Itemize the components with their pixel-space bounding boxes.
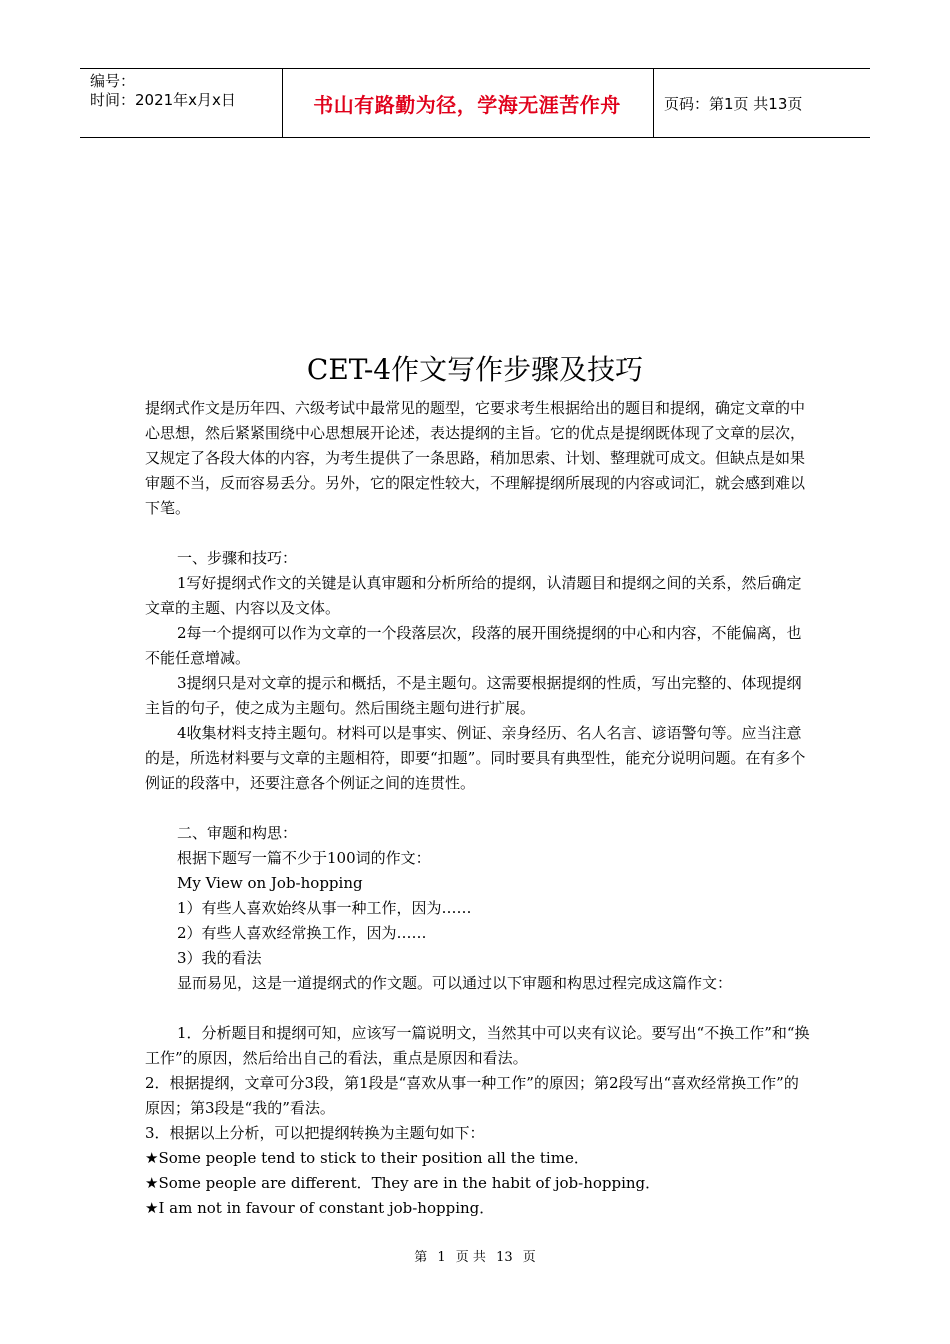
page-footer — [0, 1246, 950, 1265]
blank-line — [145, 996, 810, 1021]
number-label: 编号： — [90, 72, 136, 90]
step-4-paragraph: 4收集材料支持主题句。材料可以是事实、例证、亲身经历、名人名言、谚语警句等。应当注意的是，所选材料要与文章的主题相符，即要“扣题”。同时要具有典型性，能充分说明问题。在有多个例证的段落中，还要注意各个例证之间的连贯性。 — [145, 724, 806, 792]
document-body — [145, 396, 810, 1221]
analysis-point-2: 2．根据提纲，文章可分3段，第1段是“喜欢从事一种工作”的原因；第2段写出“喜欢经常换工作”的原因；第3段是“我的”看法。 — [145, 1074, 799, 1117]
motto-text: 书山有路勤为径，学海无涯苦作舟 — [313, 92, 621, 117]
time-label: 时间：2021年x月x日 — [90, 91, 236, 109]
outline-item-3: 3）我的看法 — [177, 949, 262, 967]
section-heading-analysis: 二、审题和构思： — [177, 824, 298, 842]
footer-middle: 页 共 — [455, 1250, 486, 1265]
topic-sentence-1: ★Some people tend to stick to their position all the time． — [145, 1149, 589, 1167]
step-3-paragraph: 3提纲只是对文章的提示和概括，不是主题句。这需要根据提纲的性质，写出完整的、体现提纲主旨的句子，使之成为主题句。然后围绕主题句进行扩展。 — [145, 674, 802, 717]
analysis-point-3: 3．根据以上分析，可以把提纲转换为主题句如下： — [145, 1124, 485, 1142]
footer-suffix: 页 — [522, 1250, 536, 1265]
footer-total-pages: 13 — [496, 1250, 513, 1265]
analysis-point-1: 1．分析题目和提纲可知，应该写一篇说明文，当然其中可以夹有议论。要写出“不换工作”和“换工作”的原因，然后给出自己的看法，重点是原因和看法。 — [145, 1024, 810, 1067]
header-page-info — [654, 69, 870, 137]
prompt-instruction: 根据下题写一篇不少于100词的作文： — [177, 849, 431, 867]
page-info-text: 页码：第1页 共13页 — [664, 94, 803, 113]
header-motto-cell — [282, 69, 654, 137]
document-title: CET-4作文写作步骤及技巧 — [306, 353, 644, 386]
blank-line — [145, 796, 810, 821]
section-heading-steps: 一、步骤和技巧： — [177, 549, 298, 567]
document-header — [80, 68, 870, 138]
topic-sentence-2: ★Some people are different．They are in the habit of job-hopping． — [145, 1174, 661, 1192]
analysis-intro: 显而易见，这是一道提纲式的作文题。可以通过以下审题和构思过程完成这篇作文： — [177, 974, 733, 992]
intro-paragraph: 提纲式作文是历年四、六级考试中最常见的题型，它要求考生根据给出的题目和提纲，确定文章的中心思想，然后紧紧围绕中心思想展开论述，表达提纲的主旨。它的优点是提纲既体现了文章的层次，又规定了各段大体的内容，为考生提供了一条思路，稍加思索、计划、整理就可成文。但缺点是如果审题不当，反而容易丢分。另外，它的限定性较大，不理解提纲所展现的内容或词汇，就会感到难以下笔。 — [145, 399, 806, 517]
header-meta — [80, 69, 282, 137]
step-1-paragraph: 1写好提纲式作文的关键是认真审题和分析所给的提纲，认清题目和提纲之间的关系，然后确定文章的主题、内容以及文体。 — [145, 574, 802, 617]
blank-line — [145, 521, 810, 546]
outline-item-2: 2）有些人喜欢经常换工作，因为…… — [177, 924, 427, 942]
step-2-paragraph: 2每一个提纲可以作为文章的一个段落层次，段落的展开围绕提纲的中心和内容，不能偏离，也不能任意增减。 — [145, 624, 802, 667]
outline-item-1: 1）有些人喜欢始终从事一种工作，因为…… — [177, 899, 472, 917]
footer-prefix: 第 — [414, 1250, 428, 1265]
essay-topic: My View on Job-hopping — [177, 874, 363, 892]
footer-page-number: 1 — [437, 1250, 446, 1265]
topic-sentence-3: ★I am not in favour of constant job-hopping． — [145, 1199, 495, 1217]
